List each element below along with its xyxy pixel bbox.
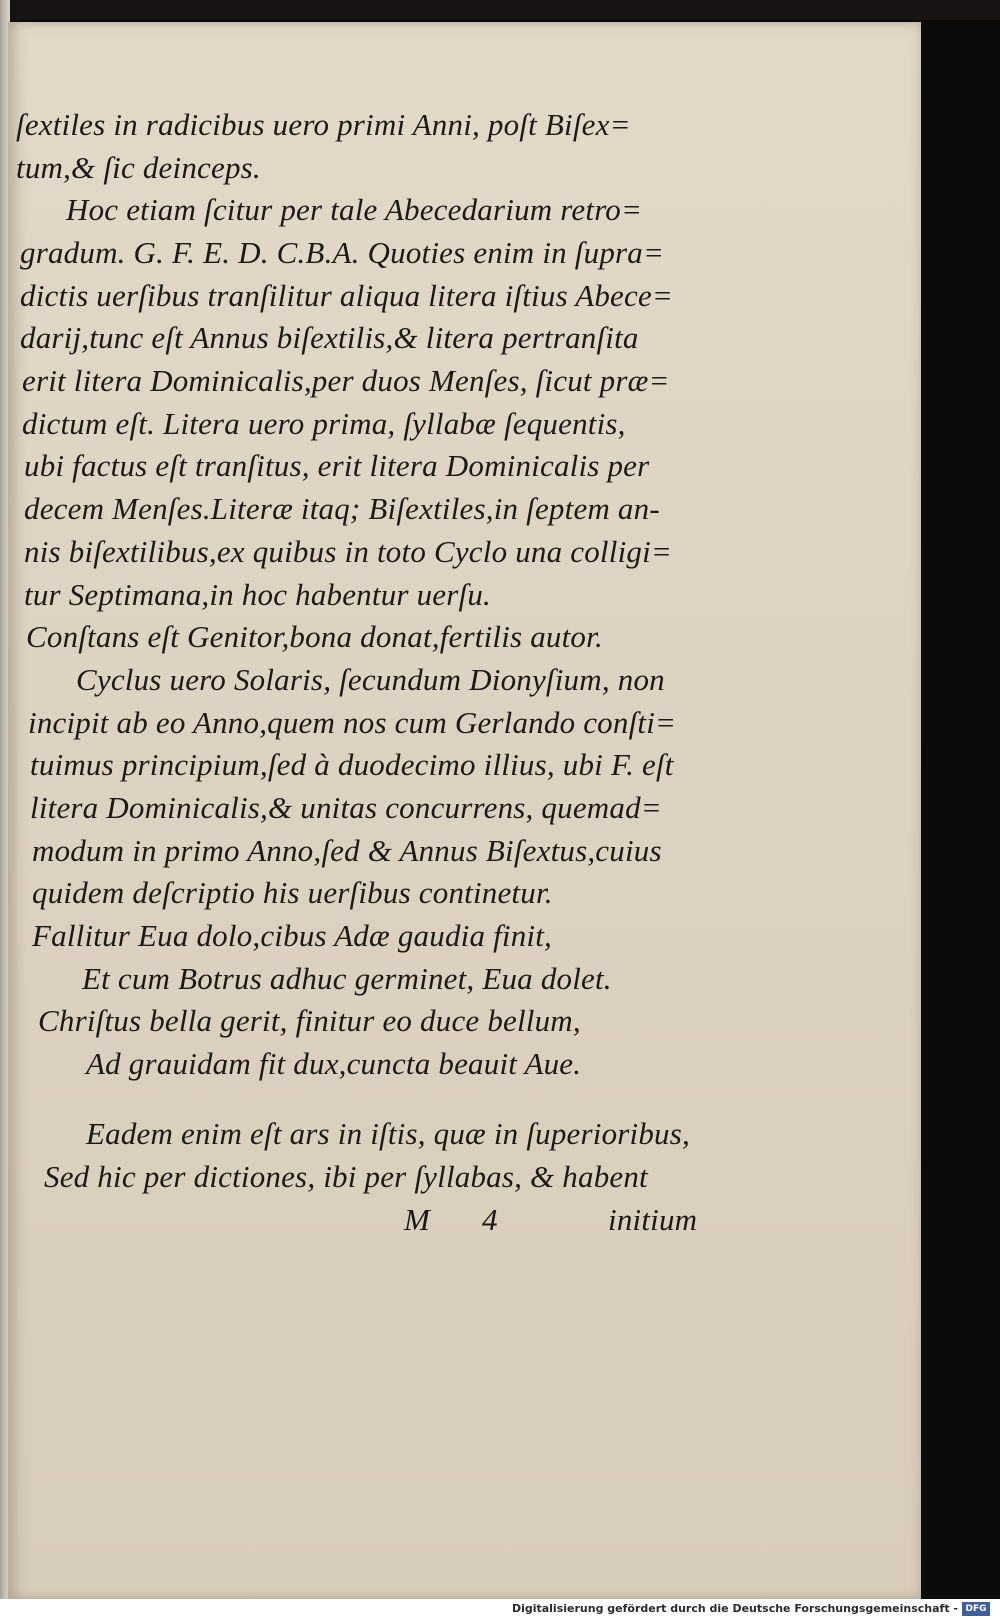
- dfg-logo: DFG: [962, 1602, 990, 1616]
- text-line: Hoc etiam ſcitur per tale Abecedarium retro=: [66, 192, 643, 227]
- funding-credit: Digitalisierung gefördert durch die Deutsche Forschungsgemeinschaft -: [511, 1602, 958, 1615]
- text-line: tum,& ſic deinceps.: [16, 150, 261, 185]
- digitization-footer: [0, 1599, 1000, 1620]
- text-line: Eadem enim eſt ars in iſtis, quæ in ſuperioribus,: [86, 1116, 690, 1151]
- text-line: Sed hic per dictiones, ibi per ſyllabas, & habent: [44, 1159, 648, 1194]
- text-line: tuimus principium,ſed à duodecimo illius, ubi F. eſt: [30, 747, 674, 782]
- text-line: dictis uerſibus tranſilitur aliqua litera iſtius Abece=: [20, 278, 674, 313]
- text-line: decem Menſes.Literæ itaq; Biſextiles,in ſeptem an-: [24, 491, 660, 526]
- text-line: darij,tunc eſt Annus biſextilis,& litera pertranſita: [20, 320, 639, 355]
- signature-mark: M: [404, 1202, 431, 1237]
- text-line: quidem deſcriptio his uerſibus continetur.: [32, 875, 553, 910]
- text-line: ſextiles in radicibus uero primi Anni, poſt Biſex=: [16, 107, 631, 142]
- page-text-block: [8, 22, 921, 1322]
- verse-line: Ad grauidam fit dux,cuncta beauit Aue.: [86, 1046, 582, 1081]
- book-page: [8, 22, 921, 1599]
- text-line: Conſtans eſt Genitor,bona donat,fertilis autor.: [26, 619, 603, 654]
- text-line: ubi factus eſt tranſitus, erit litera Dominicalis per: [24, 448, 650, 483]
- verse-line: Chriſtus bella gerit, finitur eo duce bellum,: [38, 1003, 581, 1038]
- text-line: modum in primo Anno,ſed & Annus Biſextus,cuius: [32, 833, 662, 868]
- text-line: dictum eſt. Litera uero prima, ſyllabæ ſequentis,: [22, 406, 626, 441]
- text-line: erit litera Dominicalis,per duos Menſes, ſicut præ=: [22, 363, 670, 398]
- text-line: litera Dominicalis,& unitas concurrens, quemad=: [30, 790, 662, 825]
- text-line: nis biſextilibus,ex quibus in toto Cyclo una colligi=: [24, 534, 673, 569]
- signature-number: 4: [482, 1202, 498, 1237]
- text-line: incipit ab eo Anno,quem nos cum Gerlando conſti=: [28, 705, 677, 740]
- verse-line: Et cum Botrus adhuc germinet, Eua dolet.: [82, 961, 612, 996]
- text-line: gradum. G. F. E. D. C.B.A. Quoties enim in ſupra=: [20, 235, 665, 270]
- verse-line: Fallitur Eua dolo,cibus Adæ gaudia finit,: [32, 918, 553, 953]
- catchword: initium: [608, 1202, 698, 1237]
- text-line: tur Septimana,in hoc habentur uerſu.: [24, 577, 491, 612]
- text-line: Cyclus uero Solaris, ſecundum Dionyſium, non: [76, 662, 665, 697]
- scan-top-strip: [0, 0, 1000, 20]
